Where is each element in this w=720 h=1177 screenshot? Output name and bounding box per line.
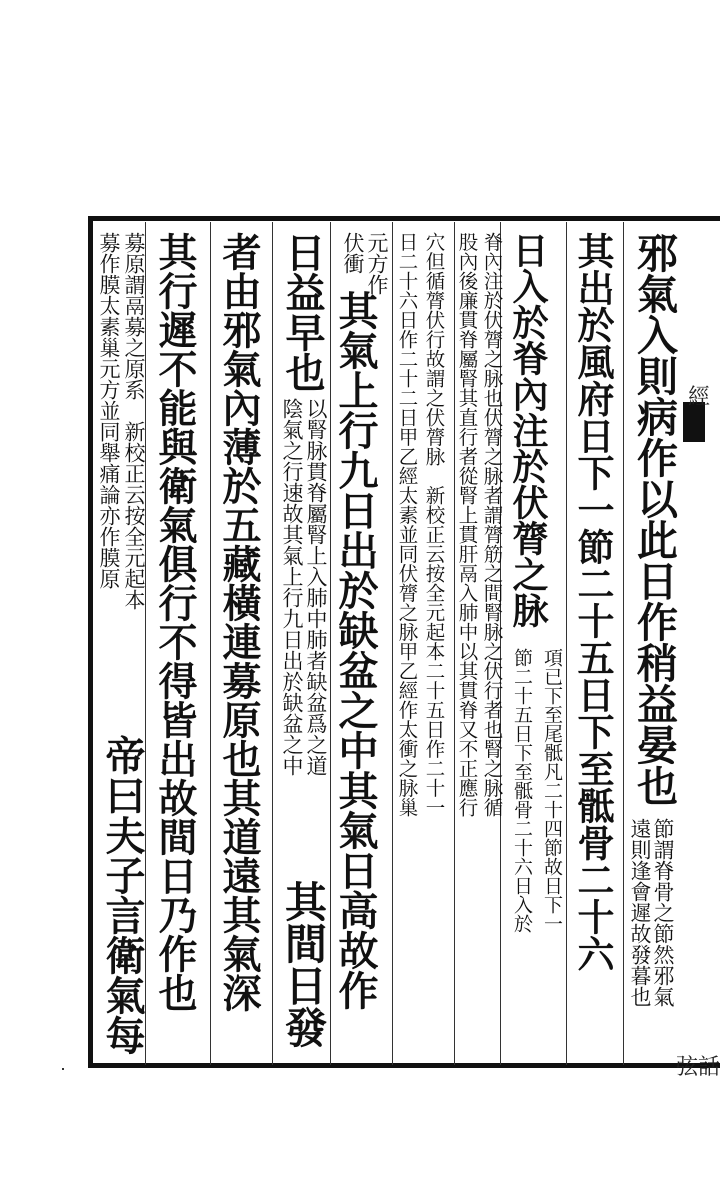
commentary-column: 穴但循膂伏行故謂之伏膂脉 新校正云按全元起本二十五日作二十一 <box>422 232 446 817</box>
commentary-column: 伏衝 <box>341 232 365 274</box>
commentary-column: 股內後廉貫脊屬腎其直行者從腎上貫肝鬲入肺中以其貫脊又不正應行 <box>455 232 479 817</box>
edge-glyph: 弦 <box>676 1055 699 1080</box>
main-text-column: 帝曰夫子言衛氣每 <box>99 735 146 1055</box>
commentary-column: 遠則逢會遲故發暮也 <box>628 818 652 1007</box>
commentary-column: 節謂脊骨之節然邪氣 <box>651 818 675 1007</box>
commentary-column: 陰氣之行速故其氣上行九日出於缺盆之中 <box>280 398 304 776</box>
main-text-column: 邪氣入則病作以此日作稍益晏也 <box>630 232 678 806</box>
edge-glyph: 話 <box>698 1055 720 1080</box>
commentary-column: 日二十六日作二十二日甲乙經太素並同伏膂之脉甲乙經作太衝之脉巢 <box>395 232 419 817</box>
column-rule <box>272 222 273 1065</box>
speck <box>62 1068 64 1070</box>
main-text-column: 其氣上行九日出於缺盆之中其氣日高故作 <box>332 290 379 1010</box>
main-text-column: 其出於風府日下一節二十五日下至骶骨二十六 <box>571 232 615 972</box>
main-text-column: 日入於脊內注於伏膂之脉 <box>507 232 549 628</box>
commentary-column: 募作膜太素巢元方並同舉痛論亦作膜原 <box>97 232 121 589</box>
main-text-column: 其間日發 <box>279 880 328 1048</box>
main-text-column: 者由邪氣內薄於五藏橫連募原也其道遠其氣深 <box>216 232 262 1012</box>
column-rule <box>392 222 393 1065</box>
commentary-column: 脊內注於伏膂之脉也伏膂之脉者謂膂筋之間腎脉之伏行者也腎之脉循 <box>480 232 504 817</box>
main-text-column: 日益早也 <box>279 232 326 392</box>
commentary-column: 募原謂鬲募之原系 新校正云按全元起本 <box>122 232 146 610</box>
main-text-column: 其行遲不能與衛氣俱行不得皆出故間日乃作也 <box>152 232 198 1012</box>
column-rule <box>623 222 624 1065</box>
commentary-column: 以腎脉貫脊屬腎上入肺中肺者缺盆爲之道 <box>304 398 328 776</box>
column-rule <box>330 222 331 1065</box>
edge-glyph: 經 <box>688 385 711 410</box>
column-rule <box>566 222 567 1065</box>
commentary-column: 元方作 <box>365 232 389 295</box>
commentary-column: 節二十五日下至骶骨二十六日入於 <box>511 648 533 933</box>
column-rule <box>210 222 211 1065</box>
column-rule <box>454 222 455 1065</box>
commentary-column: 項已下至尾骶凡二十四節故日下一 <box>541 648 563 933</box>
